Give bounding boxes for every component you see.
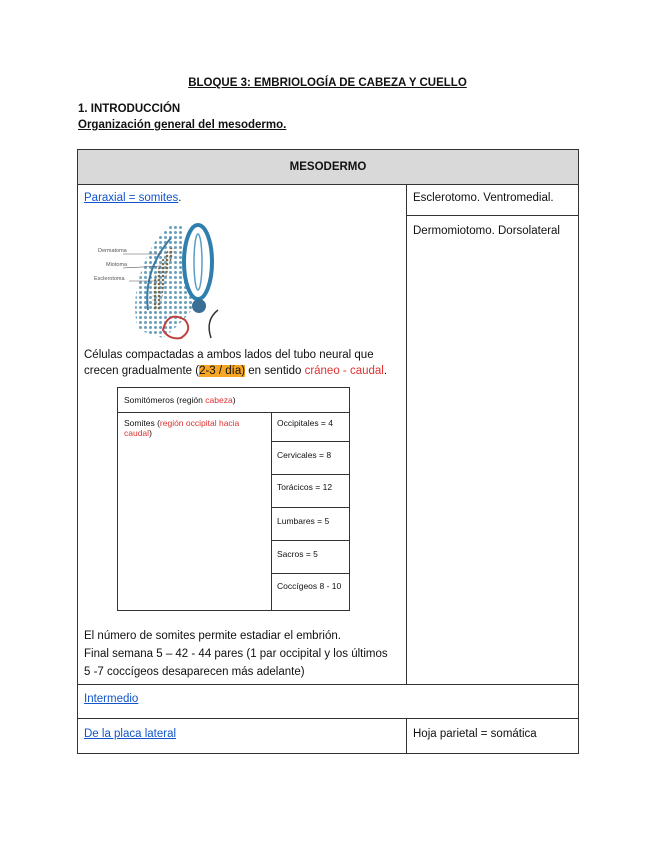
- somite-figure: [93, 210, 243, 340]
- placa-lateral-link[interactable]: De la placa lateral: [84, 728, 177, 740]
- somite-row: Sacros = 5: [277, 549, 318, 559]
- somite-row: Torácicos = 12: [277, 482, 333, 492]
- dermomiotomo-text: Dermomiotomo. Dorsolateral: [413, 225, 560, 237]
- esclerotomo-text: Esclerotomo. Ventromedial.: [413, 192, 554, 204]
- somite-notes: El número de somites permite estadiar el embrión. Final semana 5 – 42 - 44 pares (1 par occipital y los últimos 5 -7 coccígeos desaparecen más adelante): [84, 630, 388, 678]
- column-divider-bottom: [406, 718, 407, 753]
- notochord: [192, 299, 206, 313]
- subtable-divider: [118, 412, 349, 413]
- section-number: 1. INTRODUCCIÓN: [78, 103, 181, 115]
- rate-highlight: 2-3 / día): [199, 365, 246, 377]
- mesodermo-table: [77, 149, 579, 754]
- section-subtitle: Organización general del mesodermo.: [78, 119, 287, 131]
- paraxial-row-label: Paraxial = somites.: [84, 192, 182, 204]
- somite-row: Occipitales = 4: [277, 418, 333, 428]
- document-title: BLOQUE 3: EMBRIOLOGÍA DE CABEZA Y CUELLO: [188, 77, 467, 89]
- somite-row: Coccígeos 8 - 10: [277, 581, 342, 591]
- row-divider-intermedio: [78, 718, 578, 719]
- somite-row: Lumbares = 5: [277, 516, 330, 526]
- table-header: [78, 150, 578, 185]
- row-divider-paraxial: [78, 684, 578, 685]
- right-row-divider: [406, 215, 578, 216]
- somites-label: Somites (región occipital hacia caudal): [124, 418, 240, 438]
- lateral-vessel: [209, 310, 218, 338]
- figure-label-dermatoma: Dermatoma: [98, 248, 127, 254]
- intermedio-link[interactable]: Intermedio: [84, 693, 139, 705]
- table-header-label: MESODERMO: [289, 161, 367, 173]
- somite-subtable: [117, 387, 350, 611]
- hoja-parietal-text: Hoja parietal = somática: [413, 728, 537, 740]
- column-divider: [406, 184, 407, 684]
- paraxial-link[interactable]: Paraxial = somites: [84, 192, 179, 204]
- somitomeros-label: Somitómeros (región cabeza): [124, 395, 236, 405]
- figure-label-esclerotoma: Esclerotoma: [94, 276, 125, 282]
- paraxial-description: Células compactadas a ambos lados del tubo neural que crecen gradualmente (2-3 / día) en sentido cráneo - caudal.: [84, 349, 388, 377]
- somite-row: Cervicales = 8: [277, 450, 332, 460]
- neural-canal: [194, 234, 202, 290]
- figure-label-miotoma: Miotoma: [106, 262, 128, 268]
